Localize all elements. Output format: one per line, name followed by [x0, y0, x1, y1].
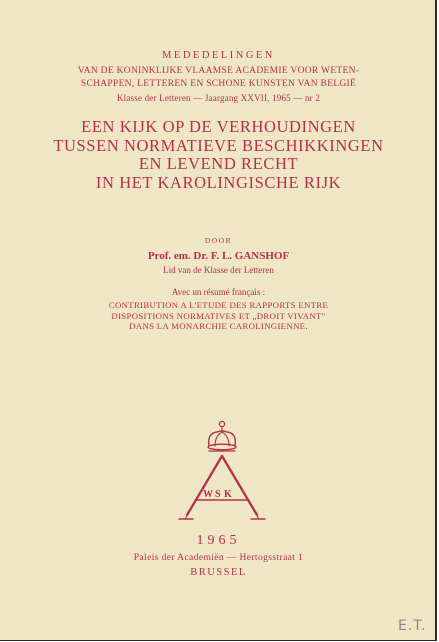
monogram-s: S: [215, 489, 221, 500]
resume-line: CONTRIBUTION A L'ETUDE DES RAPPORTS ENTRE: [108, 300, 329, 310]
author-name: Prof. em. Dr. F. L. GANSHOF: [147, 250, 290, 262]
author-role: Lid van de Klasse der Letteren: [163, 265, 274, 275]
title-line: EEN KIJK OP DE VERHOUDINGEN: [81, 117, 356, 136]
title-line: TUSSEN NORMATIEVE BESCHIKKINGEN: [53, 135, 384, 155]
resume-title: [0, 300, 437, 332]
main-title: [0, 118, 437, 192]
crown-monogram-emblem-icon: [173, 418, 271, 526]
publisher-address: Paleis der Academiën — Hertogsstraat 1: [133, 553, 304, 563]
academy-name-line-2: SCHAPPEN, LETTEREN EN SCHONE KUNSTEN VAN BELGIË: [80, 79, 357, 89]
resume-intro: Avec un résumé français :: [171, 287, 266, 297]
title-line: IN HET KAROLINGISCHE RIJK: [95, 172, 342, 192]
academy-name-line-1: VAN DE KONINKLIJKE VLAAMSE ACADEMIE VOOR WETEN-: [77, 66, 360, 76]
monogram-k: K: [224, 489, 232, 500]
monogram-w: W: [203, 489, 213, 500]
publication-year: 1965: [196, 533, 241, 548]
resume-line: DANS LA MONARCHIE CAROLINGIENNE.: [129, 321, 308, 331]
publisher-city: BRUSSEL: [190, 567, 247, 578]
by-label: DOOR: [204, 236, 233, 245]
title-line: EN LEVEND RECHT: [138, 154, 299, 173]
resume-line: DISPOSITIONS NORMATIVES ET „DROIT VIVANT": [111, 310, 326, 321]
series-title: MEDEDELINGEN: [162, 50, 275, 61]
class-volume-line: Klasse der Letteren — Jaargang XXVII, 1965 — nr 2: [116, 93, 321, 103]
watermark-text: E.T.: [398, 618, 427, 634]
